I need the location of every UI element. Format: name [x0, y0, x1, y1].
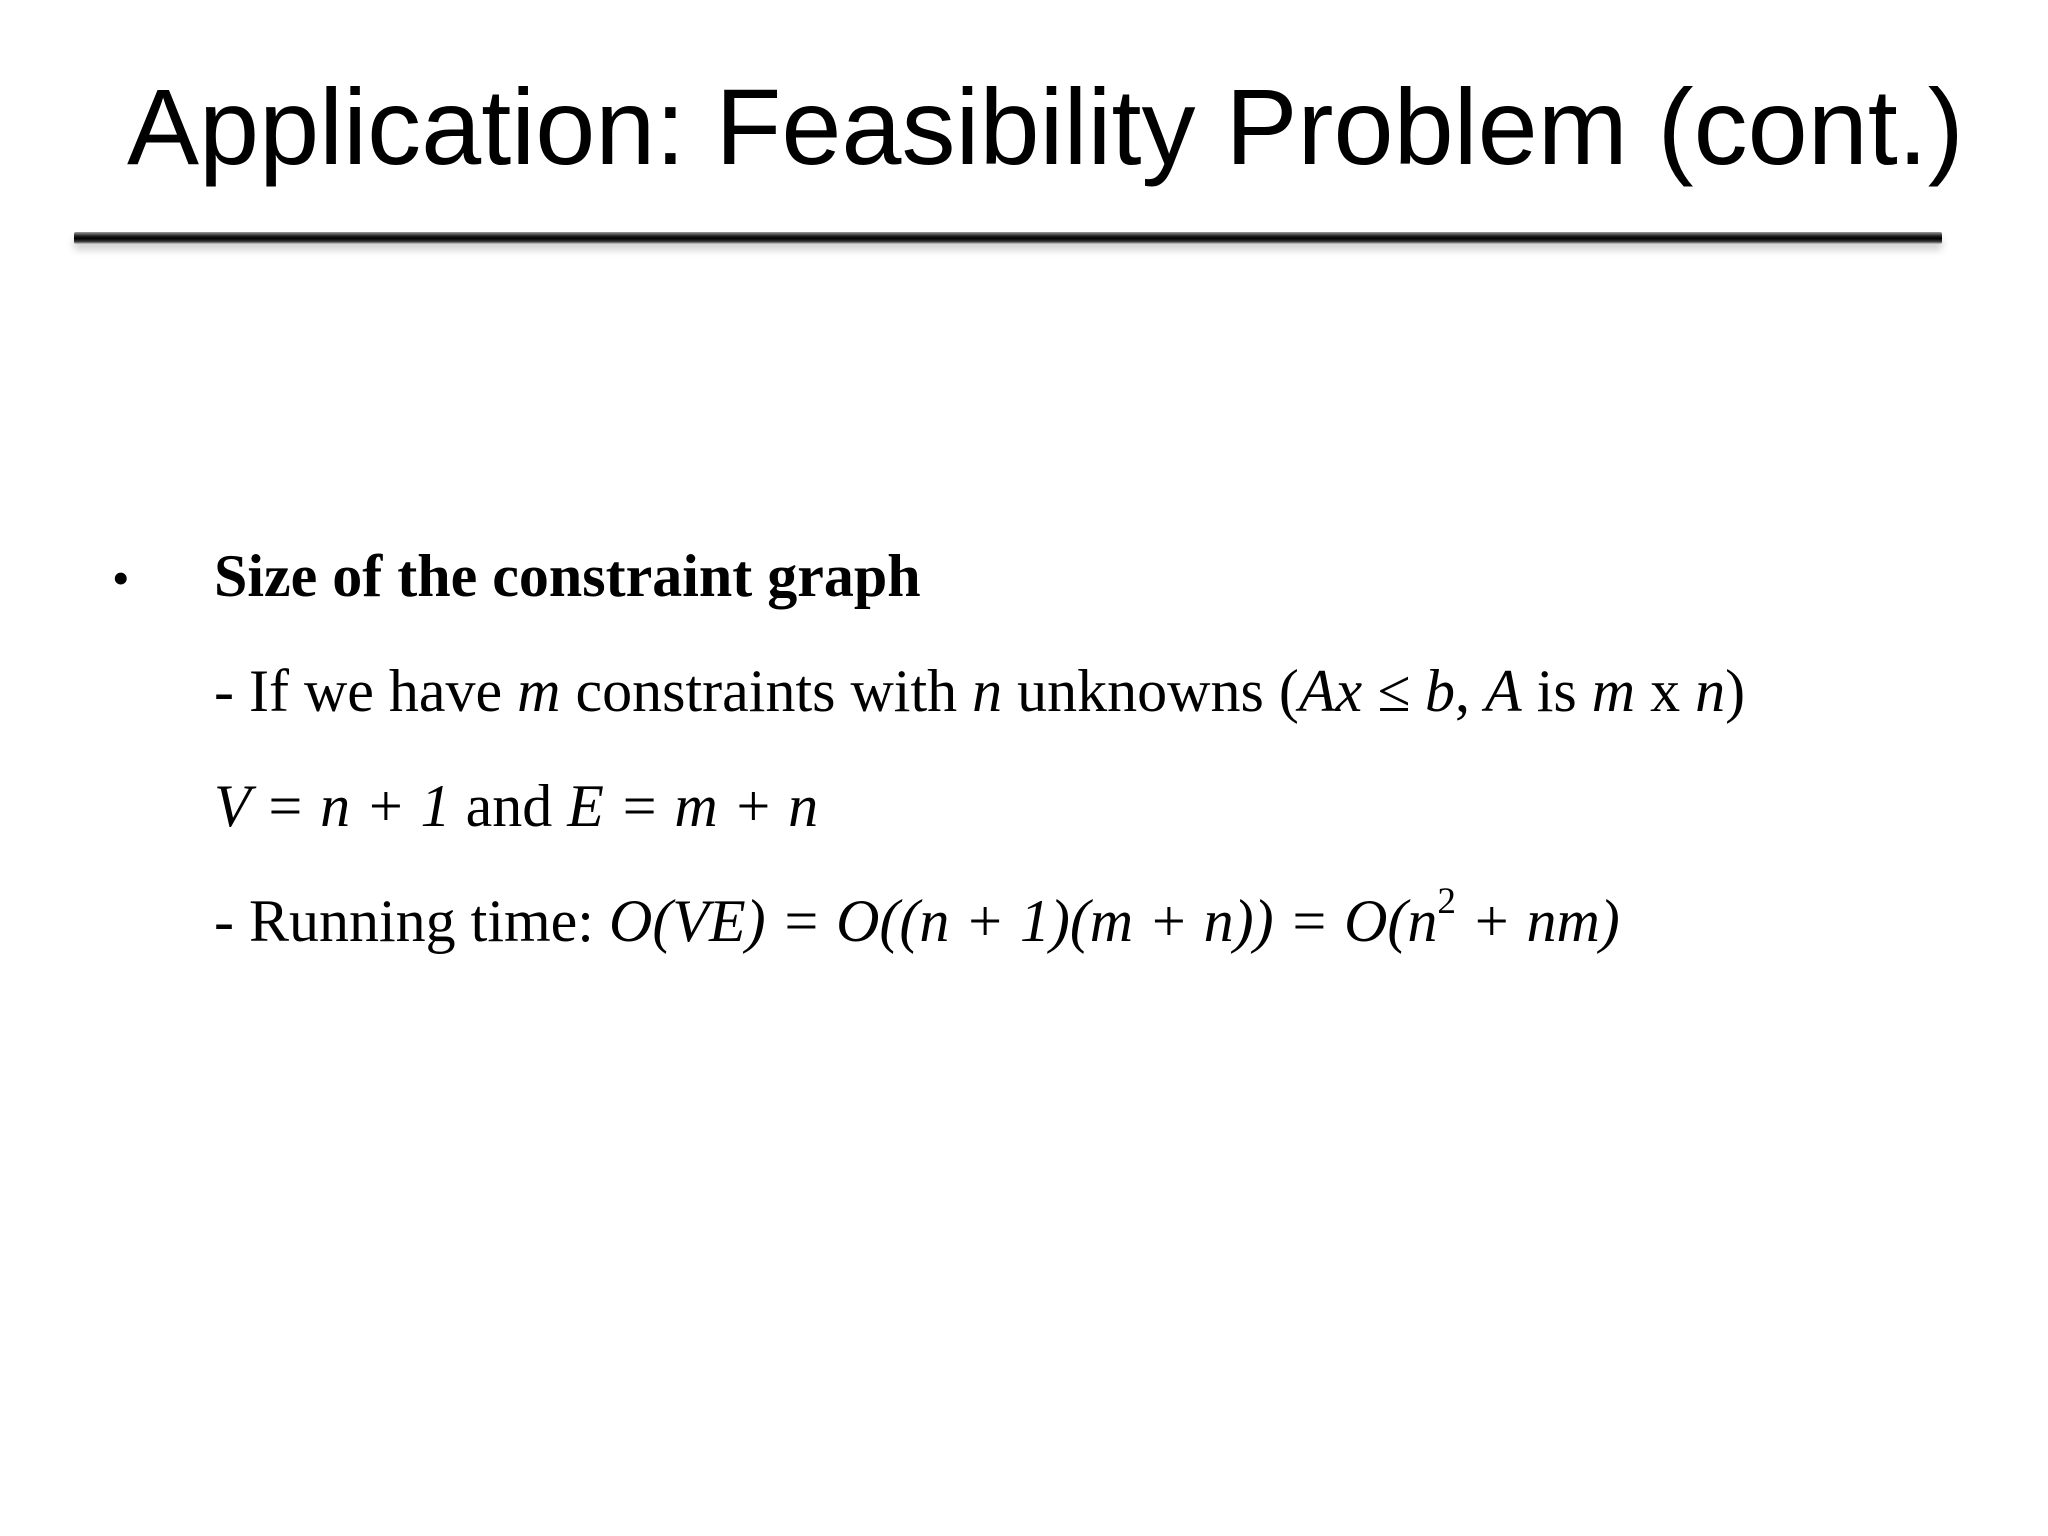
var-e: E — [567, 773, 604, 839]
constraints-text-3: , — [1455, 658, 1486, 724]
var-a: A — [1485, 658, 1522, 724]
var-n-2: n — [1695, 658, 1726, 724]
constraints-text-5: x — [1635, 658, 1696, 724]
graph-size-line — [214, 770, 818, 842]
constraints-text-2: unknowns ( — [1002, 658, 1299, 724]
var-m: m — [517, 658, 561, 724]
running-time-line — [214, 881, 1620, 957]
inequality-expr: Ax ≤ b — [1298, 658, 1456, 724]
constraints-text-1: constraints with — [560, 658, 973, 724]
var-n: n — [972, 658, 1003, 724]
bullet-icon: • — [112, 550, 130, 606]
title-divider — [74, 232, 1942, 244]
constraints-text-6: ) — [1725, 658, 1746, 724]
constraints-text-prefix: - If we have — [214, 658, 518, 724]
bullet-heading: Size of the constraint graph — [214, 543, 921, 609]
running-time-expr-end: + nm) — [1455, 888, 1620, 954]
running-time-expr: O(VE) = O((n + 1)(m + n)) = O(n — [608, 888, 1438, 954]
and-text: and — [450, 773, 568, 839]
exponent: 2 — [1437, 881, 1456, 923]
var-m-2: m — [1591, 658, 1636, 724]
running-time-label: - Running time: — [214, 888, 609, 954]
e-expression: = m + n — [603, 773, 819, 839]
var-v: V — [214, 773, 250, 839]
v-expression: = n + 1 — [249, 773, 451, 839]
constraints-line — [214, 655, 1745, 727]
constraints-text-4: is — [1521, 658, 1592, 724]
slide-title: Application: Feasibility Problem (cont.) — [127, 66, 1964, 187]
